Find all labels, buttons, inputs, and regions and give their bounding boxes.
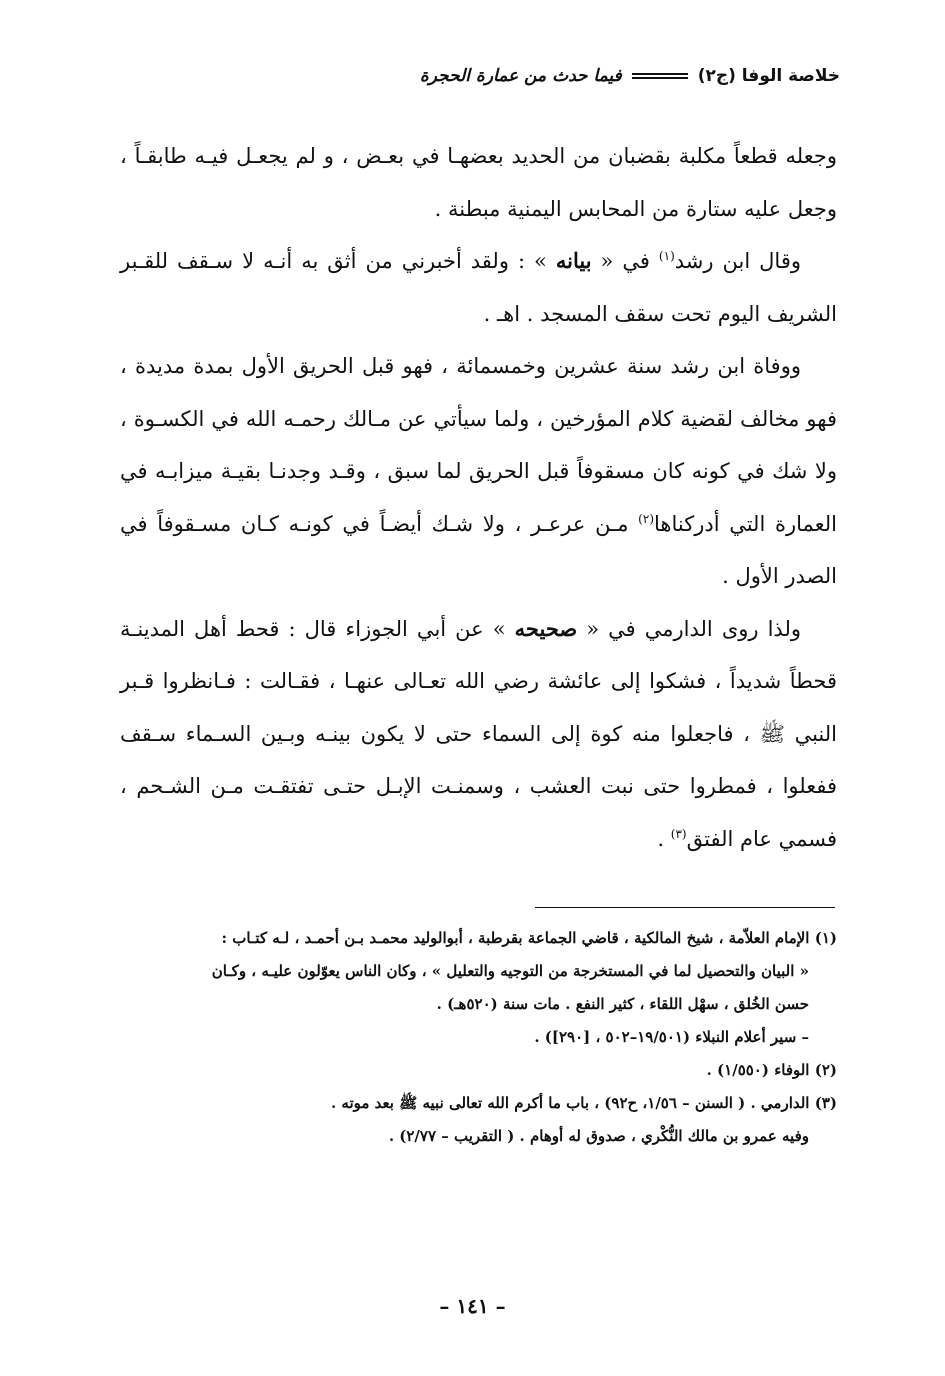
footnote-1-line-1: الإمام العلاّمة ، شيخ المالكية ، قاضي الجماعة بقرطبة ، أبوالوليد محمـد بـن أحمـد ، لـه كتـاب : [221, 929, 810, 947]
p4-text-end: . [657, 826, 671, 851]
footnote-3-number: (٣) [814, 1094, 837, 1112]
book-title: خلاصة الوفا (ج٢) [697, 66, 840, 86]
chapter-title: فيما حدث من عمارة الحجرة [419, 66, 622, 86]
p2-text-mid: في « [591, 249, 659, 273]
footnote-1-line-2: « البيان والتحصيل لما في المستخرجة من التوجيه والتعليل » ، وكان الناس يعوّلون عليـه ، وكـان [211, 962, 809, 980]
footnote-1-line-4: – سير أعلام النبلاء (١٩/٥٠١–٥٠٢ ، [٢٩٠]) . [534, 1028, 809, 1046]
footnote-1 [120, 922, 837, 955]
footnote-2-number: (٢) [814, 1061, 837, 1079]
paragraph-1: وجعله قطعاً مكلبة بقضبان من الحديد بعضهـا في بعـض ، و لم يجعـل فيـه طابقـاً ، وجعل عليه ستارة من المحابس اليمنية مبطنة . [120, 144, 837, 221]
p4-book-title: صحيحه [514, 615, 578, 641]
footnote-1-number: (١) [814, 929, 837, 947]
footnotes-section [120, 922, 837, 1153]
p2-text-before: وقال ابن رشد [674, 249, 801, 273]
footnote-separator [535, 907, 835, 908]
header-rule [632, 73, 688, 79]
footnote-ref-3[interactable]: (٣) [670, 826, 687, 841]
p2-book-title: بيانه [555, 248, 592, 273]
p4-text-after: » عن أبي الجوزاء قال : قحط أهل المدينـة قحطاً شديداً ، فشكوا إلى عائشة رضي الله تعـالى عنهـا ، فقـالت : فـانظروا قـبر النبي ﷺ ، فاجعلوا منه كوة إلى السماء حتى لا يكون بينـه وبـين السـماء سـقف ففعلوا ، فمطروا حتى نبت العشب ، وسمنـت الإبـل حتـى تفتقـت مـن الشـحم ، فسمي عام الفتق [120, 616, 837, 851]
paragraph-2 [120, 235, 837, 340]
p2-text-after: » : ولقد أخبرني من أثق به أنـه لا سـقف للقـبر الشريف اليوم تحت سقف المسجد . اهـ . [120, 249, 837, 326]
running-header [110, 56, 840, 96]
main-text [120, 130, 837, 865]
page-number: – ١٤١ – [439, 1294, 506, 1318]
footnote-3-line-1: الدارمي . ( السنن – ١/٥٦، ح٩٢) ، باب ما أكرم الله تعالى نبيه ﷺ بعد موته . [330, 1094, 810, 1112]
footnote-3-line-2: وفيه عمرو بن مالك النُّكْري ، صدوق له أوهام . ( التقريب – ٢/٧٧) . [388, 1127, 809, 1145]
p3-text-after: مـن عرعـر ، ولا شـك أيضـاً في كونـه كـان مسـقوفاً في الصدر الأول . [120, 511, 837, 588]
paragraph-4 [120, 603, 837, 866]
footnote-ref-2[interactable]: (٢) [638, 511, 654, 526]
footnote-2 [120, 1054, 837, 1087]
footnote-2-text: الوفاء (١/٥٥٠) . [706, 1061, 810, 1079]
p4-text-before: ولذا روى الدارمي في « [577, 616, 801, 641]
footnote-1-line-3: حسن الخُلق ، سهْل اللقاء ، كثير النفع . مات سنة (٥٢٠هـ) . [436, 995, 809, 1013]
p3-text-before: ووفاة ابن رشد سنة عشرين وخمسمائة ، فهو قبل الحريق الأول بمدة مديدة ، فهو مخالف لقضية كلام المؤرخين ، ولما سيأتي عن مـالك رحمـه الله في الكسـوة ، ولا شك في كونه كان مسقوفاً قبل الحريق لما سبق ، وقـد وجدنـا بقيـة ميزابـه في العمارة التي أدركناها [120, 354, 837, 536]
footnote-ref-1[interactable]: (١) [658, 249, 675, 263]
paragraph-3 [120, 340, 837, 603]
footnote-3 [120, 1087, 837, 1120]
